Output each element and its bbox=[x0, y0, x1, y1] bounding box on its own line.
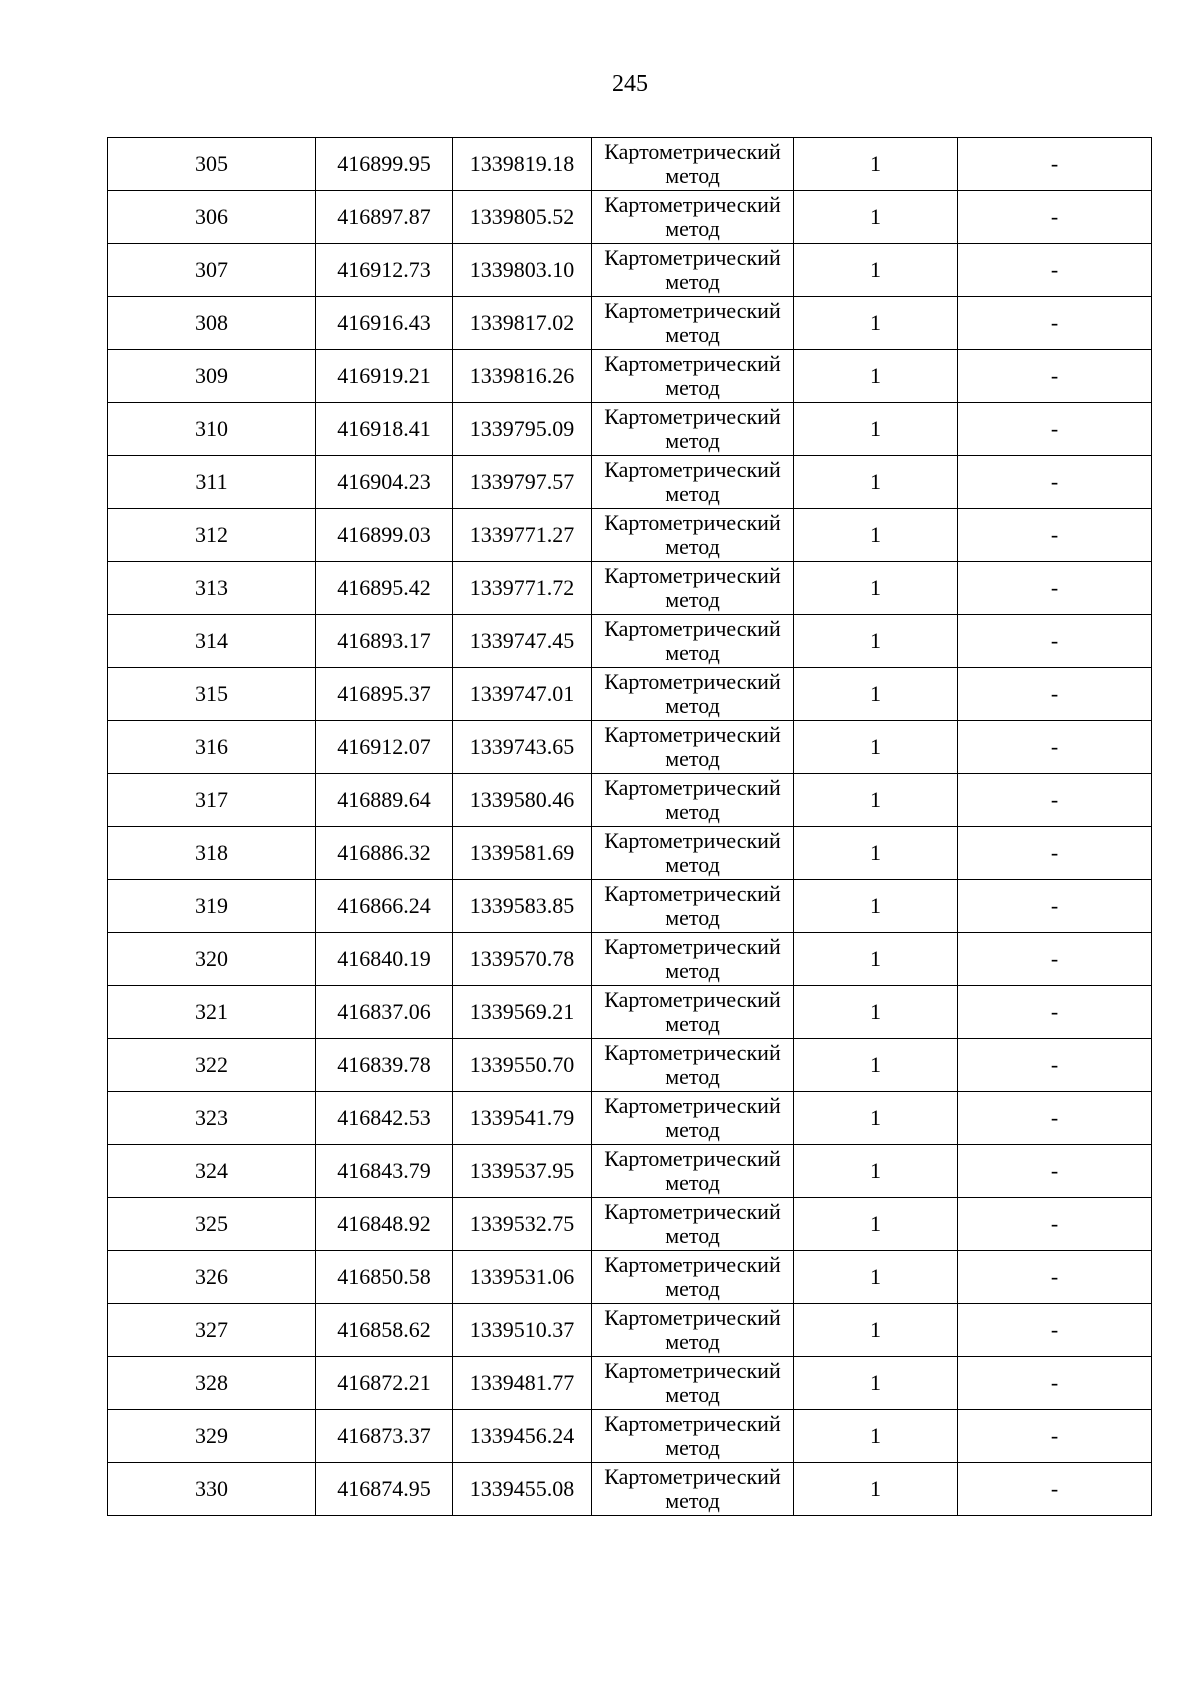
point-number-cell: 314 bbox=[108, 615, 316, 668]
table-row bbox=[108, 615, 1152, 668]
table-row bbox=[108, 1251, 1152, 1304]
note-cell: - bbox=[958, 191, 1152, 244]
method-line: метод bbox=[665, 1488, 720, 1513]
y-coordinate-cell: 1339531.06 bbox=[453, 1251, 592, 1304]
note-cell: - bbox=[958, 880, 1152, 933]
accuracy-cell: 1 bbox=[794, 191, 958, 244]
method-cell bbox=[592, 1357, 794, 1410]
y-coordinate-cell: 1339580.46 bbox=[453, 774, 592, 827]
y-coordinate-cell: 1339510.37 bbox=[453, 1304, 592, 1357]
accuracy-cell: 1 bbox=[794, 297, 958, 350]
point-number-cell: 326 bbox=[108, 1251, 316, 1304]
table-row bbox=[108, 138, 1152, 191]
x-coordinate-cell: 416866.24 bbox=[316, 880, 453, 933]
table-row bbox=[108, 562, 1152, 615]
point-number-cell: 307 bbox=[108, 244, 316, 297]
x-coordinate-cell: 416912.73 bbox=[316, 244, 453, 297]
table-row bbox=[108, 403, 1152, 456]
accuracy-cell: 1 bbox=[794, 668, 958, 721]
y-coordinate-cell: 1339803.10 bbox=[453, 244, 592, 297]
method-line: Картометрический bbox=[604, 881, 781, 906]
note-cell: - bbox=[958, 774, 1152, 827]
method-cell bbox=[592, 456, 794, 509]
note-cell: - bbox=[958, 138, 1152, 191]
point-number-cell: 322 bbox=[108, 1039, 316, 1092]
point-number-cell: 309 bbox=[108, 350, 316, 403]
accuracy-cell: 1 bbox=[794, 1357, 958, 1410]
y-coordinate-cell: 1339819.18 bbox=[453, 138, 592, 191]
x-coordinate-cell: 416848.92 bbox=[316, 1198, 453, 1251]
point-number-cell: 329 bbox=[108, 1410, 316, 1463]
note-cell: - bbox=[958, 1410, 1152, 1463]
y-coordinate-cell: 1339581.69 bbox=[453, 827, 592, 880]
accuracy-cell: 1 bbox=[794, 827, 958, 880]
coordinates-table bbox=[107, 137, 1152, 1516]
accuracy-cell: 1 bbox=[794, 1198, 958, 1251]
method-line: Картометрический bbox=[604, 245, 781, 270]
note-cell: - bbox=[958, 1145, 1152, 1198]
y-coordinate-cell: 1339532.75 bbox=[453, 1198, 592, 1251]
method-line: Картометрический bbox=[604, 351, 781, 376]
accuracy-cell: 1 bbox=[794, 615, 958, 668]
method-line: Картометрический bbox=[604, 139, 781, 164]
accuracy-cell: 1 bbox=[794, 1410, 958, 1463]
note-cell: - bbox=[958, 721, 1152, 774]
table-row bbox=[108, 1092, 1152, 1145]
method-line: Картометрический bbox=[604, 775, 781, 800]
method-line: метод bbox=[665, 587, 720, 612]
method-line: метод bbox=[665, 534, 720, 559]
y-coordinate-cell: 1339797.57 bbox=[453, 456, 592, 509]
table-row bbox=[108, 721, 1152, 774]
table-row bbox=[108, 827, 1152, 880]
note-cell: - bbox=[958, 1251, 1152, 1304]
method-line: Картометрический bbox=[604, 404, 781, 429]
point-number-cell: 317 bbox=[108, 774, 316, 827]
accuracy-cell: 1 bbox=[794, 1039, 958, 1092]
method-cell bbox=[592, 827, 794, 880]
accuracy-cell: 1 bbox=[794, 1304, 958, 1357]
method-line: Картометрический bbox=[604, 1464, 781, 1489]
point-number-cell: 315 bbox=[108, 668, 316, 721]
method-cell bbox=[592, 403, 794, 456]
x-coordinate-cell: 416899.03 bbox=[316, 509, 453, 562]
method-line: Картометрический bbox=[604, 1093, 781, 1118]
x-coordinate-cell: 416840.19 bbox=[316, 933, 453, 986]
accuracy-cell: 1 bbox=[794, 1251, 958, 1304]
x-coordinate-cell: 416916.43 bbox=[316, 297, 453, 350]
note-cell: - bbox=[958, 933, 1152, 986]
method-line: Картометрический bbox=[604, 563, 781, 588]
point-number-cell: 321 bbox=[108, 986, 316, 1039]
method-line: метод bbox=[665, 1011, 720, 1036]
method-cell bbox=[592, 880, 794, 933]
method-cell bbox=[592, 191, 794, 244]
y-coordinate-cell: 1339816.26 bbox=[453, 350, 592, 403]
accuracy-cell: 1 bbox=[794, 1145, 958, 1198]
method-cell bbox=[592, 1304, 794, 1357]
y-coordinate-cell: 1339583.85 bbox=[453, 880, 592, 933]
point-number-cell: 311 bbox=[108, 456, 316, 509]
point-number-cell: 312 bbox=[108, 509, 316, 562]
table-row bbox=[108, 1145, 1152, 1198]
method-line: Картометрический bbox=[604, 987, 781, 1012]
method-cell bbox=[592, 668, 794, 721]
x-coordinate-cell: 416850.58 bbox=[316, 1251, 453, 1304]
note-cell: - bbox=[958, 1092, 1152, 1145]
method-line: Картометрический bbox=[604, 1305, 781, 1330]
method-line: метод bbox=[665, 1223, 720, 1248]
accuracy-cell: 1 bbox=[794, 456, 958, 509]
note-cell: - bbox=[958, 827, 1152, 880]
method-line: метод bbox=[665, 481, 720, 506]
method-line: метод bbox=[665, 958, 720, 983]
method-cell bbox=[592, 1410, 794, 1463]
note-cell: - bbox=[958, 668, 1152, 721]
accuracy-cell: 1 bbox=[794, 774, 958, 827]
method-cell bbox=[592, 509, 794, 562]
point-number-cell: 313 bbox=[108, 562, 316, 615]
x-coordinate-cell: 416886.32 bbox=[316, 827, 453, 880]
table-row bbox=[108, 986, 1152, 1039]
method-line: метод bbox=[665, 1170, 720, 1195]
method-line: метод bbox=[665, 428, 720, 453]
note-cell: - bbox=[958, 1463, 1152, 1516]
table-row bbox=[108, 509, 1152, 562]
method-cell bbox=[592, 1251, 794, 1304]
y-coordinate-cell: 1339747.01 bbox=[453, 668, 592, 721]
method-line: Картометрический bbox=[604, 669, 781, 694]
y-coordinate-cell: 1339456.24 bbox=[453, 1410, 592, 1463]
point-number-cell: 330 bbox=[108, 1463, 316, 1516]
table-row bbox=[108, 456, 1152, 509]
accuracy-cell: 1 bbox=[794, 1463, 958, 1516]
y-coordinate-cell: 1339550.70 bbox=[453, 1039, 592, 1092]
y-coordinate-cell: 1339537.95 bbox=[453, 1145, 592, 1198]
note-cell: - bbox=[958, 1357, 1152, 1410]
point-number-cell: 320 bbox=[108, 933, 316, 986]
table-row bbox=[108, 1463, 1152, 1516]
accuracy-cell: 1 bbox=[794, 403, 958, 456]
point-number-cell: 306 bbox=[108, 191, 316, 244]
method-line: метод bbox=[665, 375, 720, 400]
coordinates-table-body bbox=[108, 138, 1152, 1516]
point-number-cell: 305 bbox=[108, 138, 316, 191]
method-line: метод bbox=[665, 799, 720, 824]
method-cell bbox=[592, 986, 794, 1039]
note-cell: - bbox=[958, 244, 1152, 297]
method-line: Картометрический bbox=[604, 1040, 781, 1065]
x-coordinate-cell: 416874.95 bbox=[316, 1463, 453, 1516]
method-line: метод bbox=[665, 1435, 720, 1460]
method-cell bbox=[592, 297, 794, 350]
method-line: Картометрический bbox=[604, 1199, 781, 1224]
method-line: метод bbox=[665, 852, 720, 877]
x-coordinate-cell: 416895.37 bbox=[316, 668, 453, 721]
accuracy-cell: 1 bbox=[794, 138, 958, 191]
table-row bbox=[108, 1357, 1152, 1410]
note-cell: - bbox=[958, 403, 1152, 456]
y-coordinate-cell: 1339771.27 bbox=[453, 509, 592, 562]
method-line: метод bbox=[665, 322, 720, 347]
x-coordinate-cell: 416919.21 bbox=[316, 350, 453, 403]
x-coordinate-cell: 416889.64 bbox=[316, 774, 453, 827]
method-cell bbox=[592, 562, 794, 615]
point-number-cell: 308 bbox=[108, 297, 316, 350]
note-cell: - bbox=[958, 509, 1152, 562]
method-cell bbox=[592, 774, 794, 827]
method-line: метод bbox=[665, 905, 720, 930]
table-row bbox=[108, 1410, 1152, 1463]
x-coordinate-cell: 416839.78 bbox=[316, 1039, 453, 1092]
point-number-cell: 327 bbox=[108, 1304, 316, 1357]
page-number: 245 bbox=[612, 71, 648, 97]
point-number-cell: 328 bbox=[108, 1357, 316, 1410]
x-coordinate-cell: 416904.23 bbox=[316, 456, 453, 509]
note-cell: - bbox=[958, 986, 1152, 1039]
accuracy-cell: 1 bbox=[794, 880, 958, 933]
y-coordinate-cell: 1339541.79 bbox=[453, 1092, 592, 1145]
accuracy-cell: 1 bbox=[794, 721, 958, 774]
table-row bbox=[108, 774, 1152, 827]
x-coordinate-cell: 416897.87 bbox=[316, 191, 453, 244]
point-number-cell: 324 bbox=[108, 1145, 316, 1198]
note-cell: - bbox=[958, 456, 1152, 509]
method-line: метод bbox=[665, 1382, 720, 1407]
note-cell: - bbox=[958, 1039, 1152, 1092]
x-coordinate-cell: 416873.37 bbox=[316, 1410, 453, 1463]
method-line: метод bbox=[665, 1117, 720, 1142]
method-line: метод bbox=[665, 1276, 720, 1301]
note-cell: - bbox=[958, 615, 1152, 668]
method-line: метод bbox=[665, 216, 720, 241]
note-cell: - bbox=[958, 350, 1152, 403]
accuracy-cell: 1 bbox=[794, 244, 958, 297]
method-line: метод bbox=[665, 640, 720, 665]
y-coordinate-cell: 1339455.08 bbox=[453, 1463, 592, 1516]
method-cell bbox=[592, 350, 794, 403]
table-row bbox=[108, 1198, 1152, 1251]
y-coordinate-cell: 1339817.02 bbox=[453, 297, 592, 350]
point-number-cell: 310 bbox=[108, 403, 316, 456]
x-coordinate-cell: 416912.07 bbox=[316, 721, 453, 774]
x-coordinate-cell: 416858.62 bbox=[316, 1304, 453, 1357]
method-line: метод bbox=[665, 269, 720, 294]
y-coordinate-cell: 1339747.45 bbox=[453, 615, 592, 668]
table-row bbox=[108, 350, 1152, 403]
x-coordinate-cell: 416843.79 bbox=[316, 1145, 453, 1198]
method-line: Картометрический bbox=[604, 934, 781, 959]
method-line: Картометрический bbox=[604, 722, 781, 747]
y-coordinate-cell: 1339481.77 bbox=[453, 1357, 592, 1410]
method-line: метод bbox=[665, 1329, 720, 1354]
method-cell bbox=[592, 244, 794, 297]
table-row bbox=[108, 191, 1152, 244]
y-coordinate-cell: 1339569.21 bbox=[453, 986, 592, 1039]
method-line: Картометрический bbox=[604, 616, 781, 641]
y-coordinate-cell: 1339570.78 bbox=[453, 933, 592, 986]
point-number-cell: 325 bbox=[108, 1198, 316, 1251]
method-line: Картометрический bbox=[604, 1252, 781, 1277]
method-line: метод bbox=[665, 746, 720, 771]
method-line: Картометрический bbox=[604, 1146, 781, 1171]
accuracy-cell: 1 bbox=[794, 986, 958, 1039]
accuracy-cell: 1 bbox=[794, 350, 958, 403]
point-number-cell: 323 bbox=[108, 1092, 316, 1145]
note-cell: - bbox=[958, 1304, 1152, 1357]
table-row bbox=[108, 297, 1152, 350]
method-line: Картометрический bbox=[604, 510, 781, 535]
accuracy-cell: 1 bbox=[794, 509, 958, 562]
x-coordinate-cell: 416837.06 bbox=[316, 986, 453, 1039]
x-coordinate-cell: 416918.41 bbox=[316, 403, 453, 456]
y-coordinate-cell: 1339771.72 bbox=[453, 562, 592, 615]
method-line: Картометрический bbox=[604, 298, 781, 323]
table-row bbox=[108, 1039, 1152, 1092]
accuracy-cell: 1 bbox=[794, 1092, 958, 1145]
method-cell bbox=[592, 1039, 794, 1092]
table-row bbox=[108, 933, 1152, 986]
method-line: Картометрический bbox=[604, 1358, 781, 1383]
method-line: метод bbox=[665, 1064, 720, 1089]
accuracy-cell: 1 bbox=[794, 933, 958, 986]
y-coordinate-cell: 1339743.65 bbox=[453, 721, 592, 774]
method-cell bbox=[592, 1198, 794, 1251]
method-cell bbox=[592, 1145, 794, 1198]
method-cell bbox=[592, 933, 794, 986]
y-coordinate-cell: 1339805.52 bbox=[453, 191, 592, 244]
y-coordinate-cell: 1339795.09 bbox=[453, 403, 592, 456]
method-line: Картометрический bbox=[604, 457, 781, 482]
point-number-cell: 319 bbox=[108, 880, 316, 933]
note-cell: - bbox=[958, 1198, 1152, 1251]
method-cell bbox=[592, 1463, 794, 1516]
x-coordinate-cell: 416893.17 bbox=[316, 615, 453, 668]
method-line: метод bbox=[665, 693, 720, 718]
method-line: Картометрический bbox=[604, 1411, 781, 1436]
method-cell bbox=[592, 138, 794, 191]
table-row bbox=[108, 244, 1152, 297]
note-cell: - bbox=[958, 562, 1152, 615]
method-line: Картометрический bbox=[604, 192, 781, 217]
method-cell bbox=[592, 615, 794, 668]
method-cell bbox=[592, 721, 794, 774]
method-line: метод bbox=[665, 163, 720, 188]
table-row bbox=[108, 668, 1152, 721]
accuracy-cell: 1 bbox=[794, 562, 958, 615]
x-coordinate-cell: 416842.53 bbox=[316, 1092, 453, 1145]
note-cell: - bbox=[958, 297, 1152, 350]
table-row bbox=[108, 880, 1152, 933]
x-coordinate-cell: 416895.42 bbox=[316, 562, 453, 615]
table-row bbox=[108, 1304, 1152, 1357]
point-number-cell: 316 bbox=[108, 721, 316, 774]
method-line: Картометрический bbox=[604, 828, 781, 853]
x-coordinate-cell: 416899.95 bbox=[316, 138, 453, 191]
x-coordinate-cell: 416872.21 bbox=[316, 1357, 453, 1410]
method-cell bbox=[592, 1092, 794, 1145]
point-number-cell: 318 bbox=[108, 827, 316, 880]
